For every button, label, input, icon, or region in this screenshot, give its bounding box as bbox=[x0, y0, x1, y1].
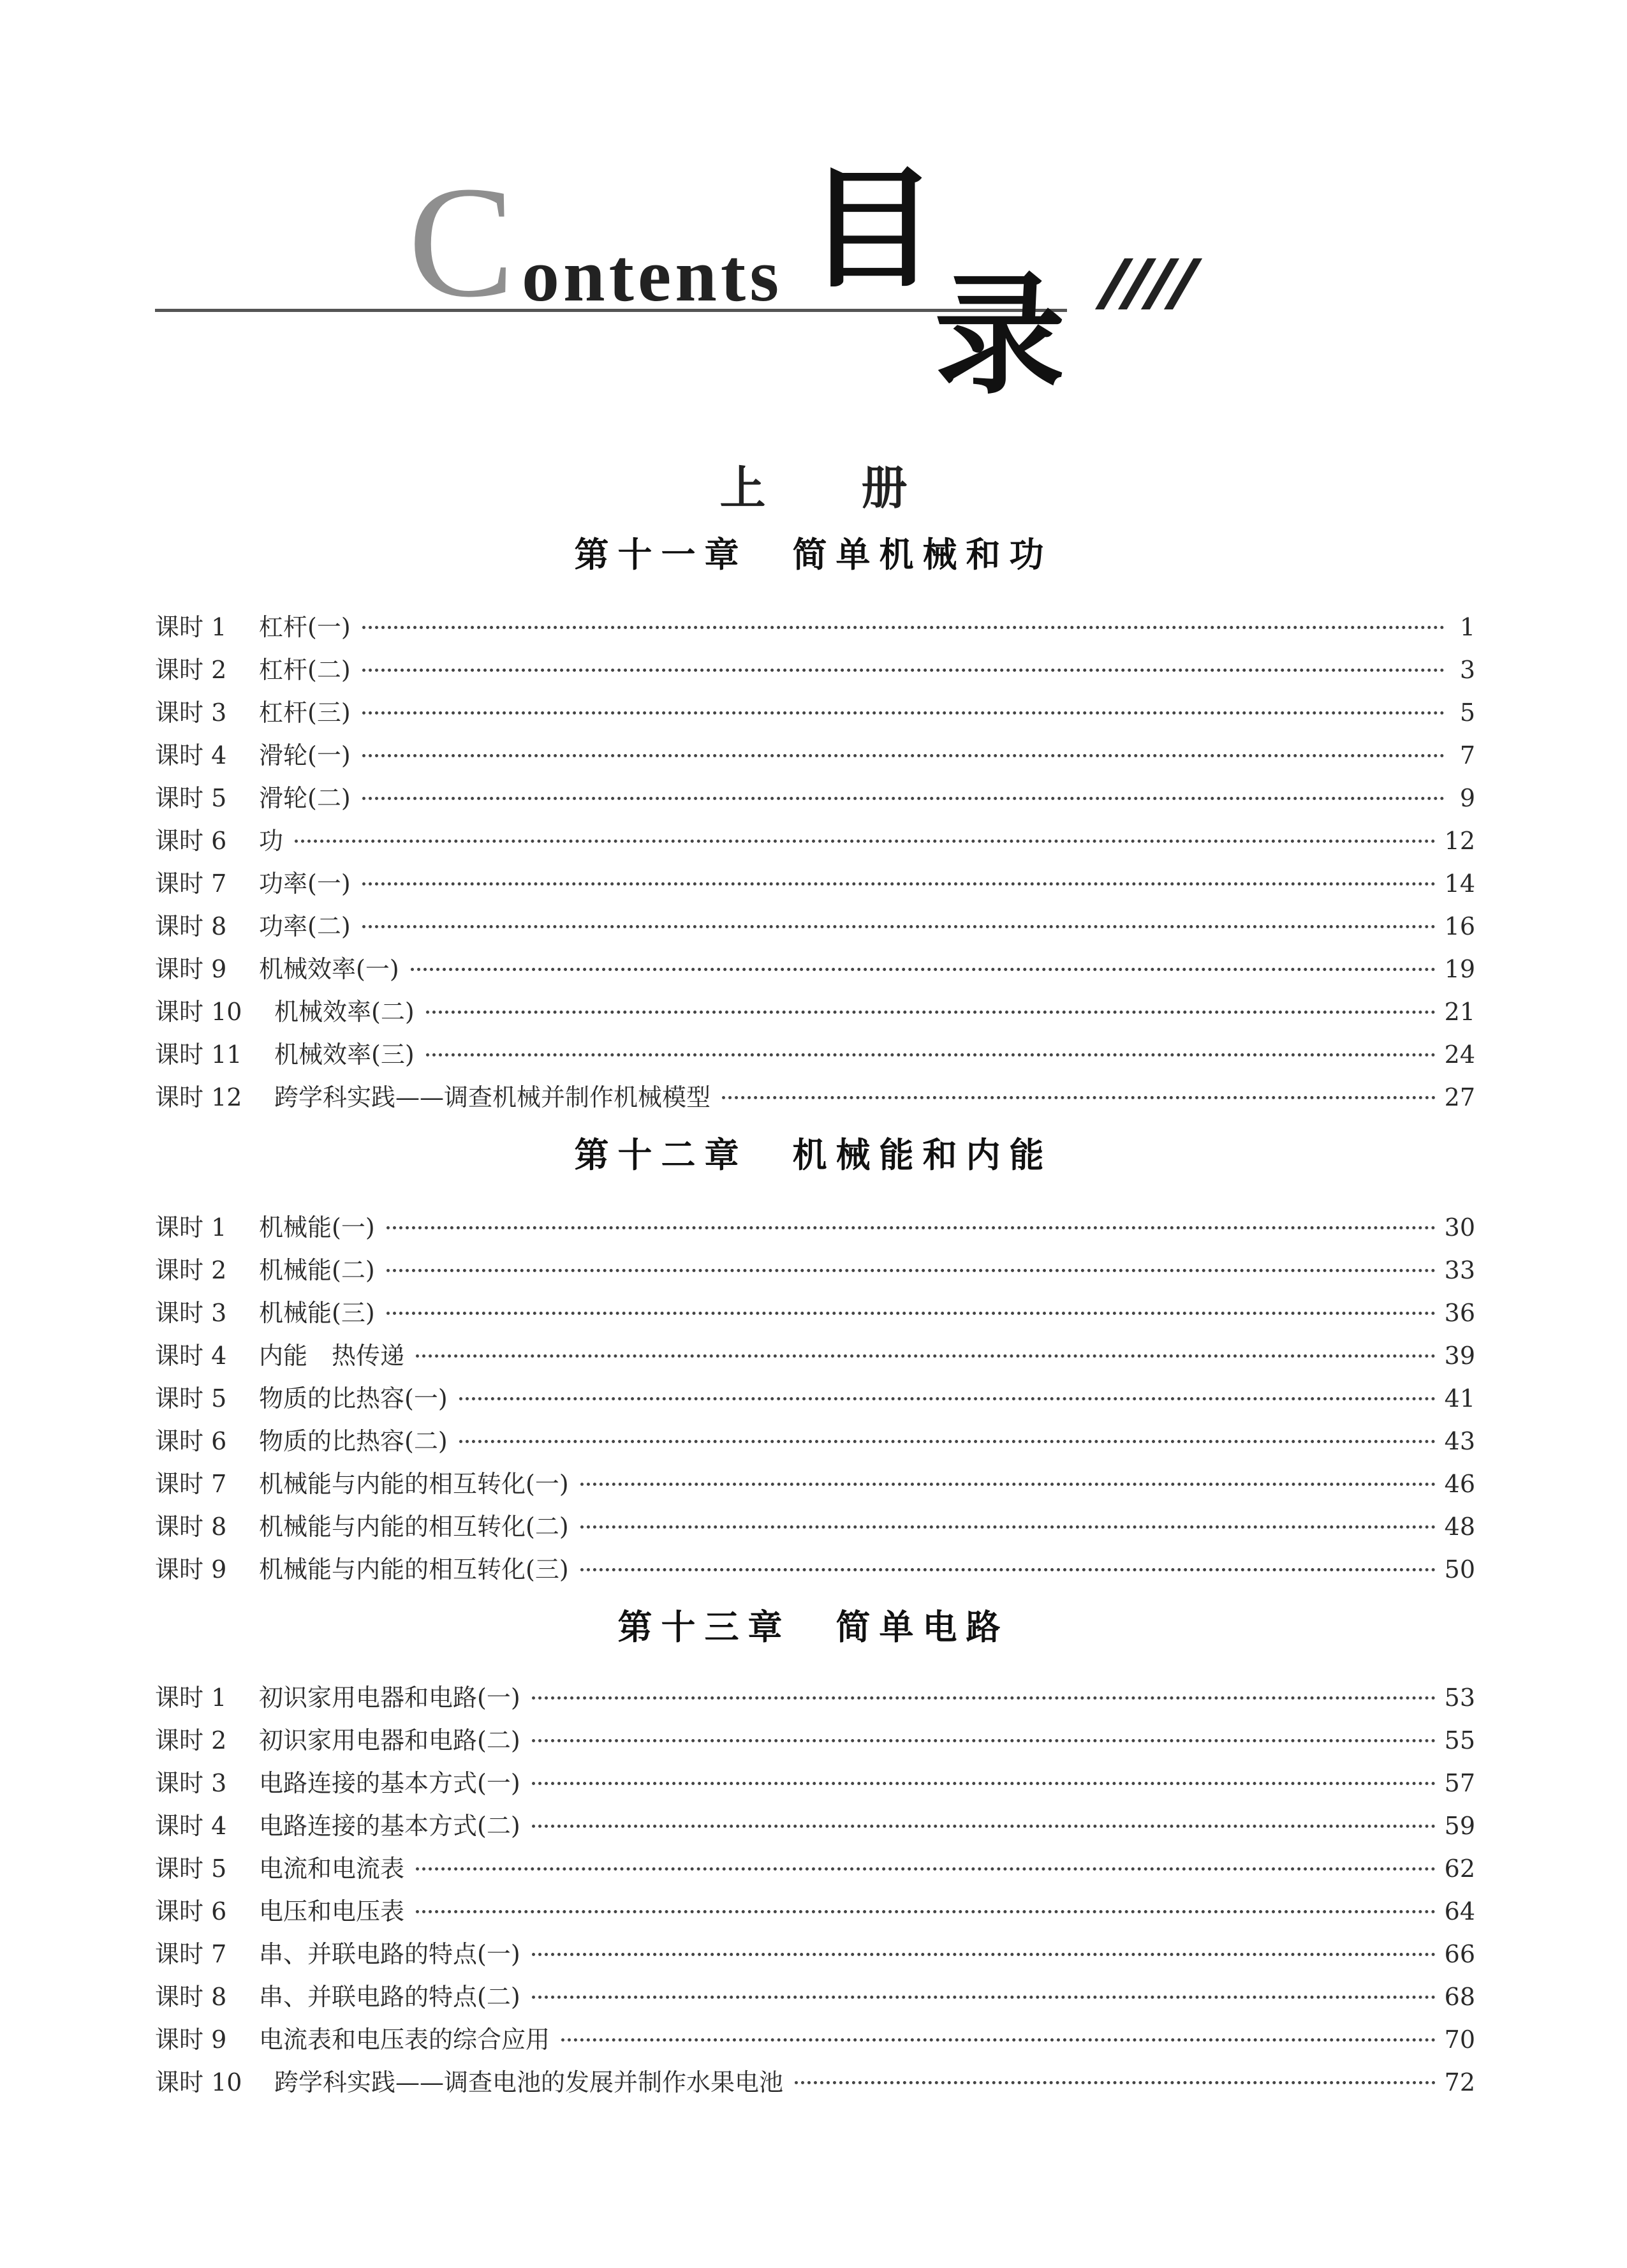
dot-leader bbox=[532, 1696, 1436, 1700]
dot-leader bbox=[362, 754, 1445, 757]
lesson-title: 功率(二) bbox=[259, 912, 351, 940]
lesson-number: 课时 2 bbox=[155, 656, 227, 684]
lesson-number: 课时 2 bbox=[155, 1256, 227, 1284]
page-number: 53 bbox=[1444, 1684, 1475, 1712]
toc-row[interactable] bbox=[155, 1978, 1475, 2016]
page-number: 55 bbox=[1444, 1726, 1475, 1754]
lesson-title: 跨学科实践——调查机械并制作机械模型 bbox=[274, 1083, 711, 1111]
page-number: 30 bbox=[1444, 1213, 1475, 1241]
lesson-number: 课时 10 bbox=[155, 2068, 242, 2096]
toc-row[interactable] bbox=[155, 2020, 1475, 2059]
header-title-char-1: 目 bbox=[807, 154, 938, 306]
dot-leader bbox=[362, 626, 1445, 629]
dot-leader bbox=[426, 1011, 1436, 1014]
page-number: 68 bbox=[1444, 1983, 1475, 2011]
toc-row[interactable] bbox=[155, 608, 1475, 646]
lesson-number: 课时 5 bbox=[155, 1384, 227, 1412]
toc-row[interactable] bbox=[155, 993, 1475, 1031]
chapter-title: 机械能和内能 bbox=[792, 1135, 1053, 1175]
toc-row[interactable] bbox=[155, 1508, 1475, 1546]
toc-row[interactable] bbox=[155, 864, 1475, 903]
lesson-title: 机械能与内能的相互转化(三) bbox=[259, 1555, 569, 1583]
volume-title: 上册 bbox=[719, 461, 1003, 515]
chapter-number: 第十三章 bbox=[617, 1607, 791, 1647]
lesson-title: 机械能(二) bbox=[259, 1256, 375, 1284]
toc-row[interactable] bbox=[155, 1078, 1475, 1116]
lesson-number: 课时 1 bbox=[155, 1684, 227, 1712]
page-number: 27 bbox=[1444, 1083, 1475, 1111]
lesson-title: 机械效率(二) bbox=[274, 998, 415, 1026]
page-number: 62 bbox=[1444, 1855, 1475, 1883]
lesson-title: 杠杆(二) bbox=[259, 656, 351, 684]
page-number: 36 bbox=[1444, 1299, 1475, 1327]
lesson-number: 课时 4 bbox=[155, 1342, 227, 1370]
lesson-number: 课时 1 bbox=[155, 1213, 227, 1241]
dot-leader bbox=[362, 797, 1445, 800]
lesson-number: 课时 9 bbox=[155, 1555, 227, 1583]
lesson-number: 课时 4 bbox=[155, 741, 227, 769]
lesson-title: 电流和电流表 bbox=[259, 1855, 405, 1883]
lesson-title: 初识家用电器和电路(一) bbox=[259, 1684, 520, 1712]
lesson-title: 跨学科实践——调查电池的发展并制作水果电池 bbox=[274, 2068, 784, 2096]
toc-row[interactable] bbox=[155, 2063, 1475, 2101]
header-title-char-2: 录 bbox=[934, 260, 1065, 412]
dot-leader bbox=[416, 1910, 1436, 1913]
dot-leader bbox=[561, 2038, 1436, 2042]
lesson-number: 课时 3 bbox=[155, 1299, 227, 1327]
dot-leader bbox=[387, 1269, 1436, 1272]
dot-leader bbox=[411, 968, 1436, 971]
dot-leader bbox=[387, 1312, 1436, 1315]
lesson-number: 课时 5 bbox=[155, 784, 227, 812]
lesson-number: 课时 1 bbox=[155, 613, 227, 641]
toc-row[interactable] bbox=[155, 1807, 1475, 1845]
lesson-title: 机械能与内能的相互转化(一) bbox=[259, 1470, 569, 1498]
lesson-title: 内能 热传递 bbox=[259, 1342, 405, 1370]
toc-row[interactable] bbox=[155, 651, 1475, 689]
dot-leader bbox=[532, 1739, 1436, 1742]
lesson-number: 课时 12 bbox=[155, 1083, 242, 1111]
toc-row[interactable] bbox=[155, 822, 1475, 860]
toc-row[interactable] bbox=[155, 1849, 1475, 1888]
dot-leader bbox=[580, 1568, 1436, 1571]
page-number: 24 bbox=[1444, 1041, 1475, 1069]
dot-leader bbox=[387, 1226, 1436, 1229]
dot-leader bbox=[722, 1096, 1436, 1099]
lesson-number: 课时 3 bbox=[155, 699, 227, 727]
page-number: 1 bbox=[1459, 613, 1475, 641]
dot-leader bbox=[532, 1953, 1436, 1956]
page-number: 12 bbox=[1444, 827, 1475, 855]
lesson-title: 串、并联电路的特点(二) bbox=[259, 1983, 520, 2011]
toc-row[interactable] bbox=[155, 1935, 1475, 1973]
lesson-title: 滑轮(二) bbox=[259, 784, 351, 812]
contents-header bbox=[0, 0, 1627, 412]
lesson-number: 课时 11 bbox=[155, 1041, 242, 1069]
page-number: 46 bbox=[1444, 1470, 1475, 1498]
lesson-number: 课时 7 bbox=[155, 870, 227, 898]
lesson-number: 课时 8 bbox=[155, 1983, 227, 2011]
toc-row[interactable] bbox=[155, 1892, 1475, 1931]
page-number: 39 bbox=[1444, 1342, 1475, 1370]
lesson-title: 串、并联电路的特点(一) bbox=[259, 1940, 520, 1968]
lesson-number: 课时 6 bbox=[155, 1427, 227, 1455]
toc-row[interactable] bbox=[155, 736, 1475, 775]
toc-row[interactable] bbox=[155, 1550, 1475, 1589]
header-stripes-decoration bbox=[1084, 258, 1199, 309]
lesson-title: 功 bbox=[259, 827, 284, 855]
toc-row[interactable] bbox=[155, 779, 1475, 817]
lesson-number: 课时 9 bbox=[155, 2026, 227, 2054]
lesson-title: 杠杆(三) bbox=[259, 699, 351, 727]
toc-row[interactable] bbox=[155, 1465, 1475, 1503]
chapter-number: 第十二章 bbox=[574, 1135, 748, 1175]
lesson-number: 课时 4 bbox=[155, 1812, 227, 1840]
dot-leader bbox=[362, 669, 1445, 672]
lesson-number: 课时 2 bbox=[155, 1726, 227, 1754]
chapter-number: 第十一章 bbox=[574, 535, 748, 575]
page-number: 14 bbox=[1444, 870, 1475, 898]
page-number: 19 bbox=[1444, 955, 1475, 983]
toc-row[interactable] bbox=[155, 1035, 1475, 1074]
lesson-number: 课时 7 bbox=[155, 1470, 227, 1498]
page-number: 3 bbox=[1459, 656, 1475, 684]
page-number: 43 bbox=[1444, 1427, 1475, 1455]
page-number: 7 bbox=[1459, 741, 1475, 769]
page-number: 16 bbox=[1444, 912, 1475, 940]
lesson-title: 物质的比热容(一) bbox=[259, 1384, 448, 1412]
chapter-title: 简单电路 bbox=[836, 1607, 1010, 1647]
toc-row[interactable] bbox=[155, 1422, 1475, 1460]
dot-leader bbox=[416, 1867, 1436, 1871]
lesson-title: 电路连接的基本方式(一) bbox=[259, 1769, 520, 1797]
toc-row[interactable] bbox=[155, 693, 1475, 732]
chapter-heading bbox=[0, 533, 1627, 577]
page-number: 5 bbox=[1459, 699, 1475, 727]
page-number: 41 bbox=[1444, 1384, 1475, 1412]
lesson-number: 课时 6 bbox=[155, 1897, 227, 1925]
dot-leader bbox=[295, 840, 1436, 843]
lesson-number: 课时 6 bbox=[155, 827, 227, 855]
dot-leader bbox=[795, 2081, 1436, 2084]
page-number: 59 bbox=[1444, 1812, 1475, 1840]
toc-row[interactable] bbox=[155, 1251, 1475, 1289]
page-number: 66 bbox=[1444, 1940, 1475, 1968]
toc-row[interactable] bbox=[155, 1764, 1475, 1802]
dot-leader bbox=[459, 1397, 1436, 1400]
lesson-number: 课时 9 bbox=[155, 955, 227, 983]
dot-leader bbox=[362, 882, 1436, 886]
lesson-title: 初识家用电器和电路(二) bbox=[259, 1726, 520, 1754]
lesson-title: 电压和电压表 bbox=[259, 1897, 405, 1925]
toc-row[interactable] bbox=[155, 1208, 1475, 1247]
page-number: 57 bbox=[1444, 1769, 1475, 1797]
page-number: 33 bbox=[1444, 1256, 1475, 1284]
page-number: 21 bbox=[1444, 998, 1475, 1026]
dot-leader bbox=[362, 711, 1445, 715]
lesson-number: 课时 8 bbox=[155, 1513, 227, 1541]
header-word-initial: C bbox=[408, 154, 515, 330]
dot-leader bbox=[426, 1053, 1436, 1056]
lesson-title: 机械效率(一) bbox=[259, 955, 399, 983]
chapter-heading bbox=[0, 1133, 1627, 1178]
lesson-number: 课时 5 bbox=[155, 1855, 227, 1883]
page-number: 50 bbox=[1444, 1555, 1475, 1583]
page-number: 72 bbox=[1444, 2068, 1475, 2096]
page-number: 70 bbox=[1444, 2026, 1475, 2054]
dot-leader bbox=[532, 1996, 1436, 1999]
toc-row[interactable] bbox=[155, 1379, 1475, 1418]
lesson-title: 机械能与内能的相互转化(二) bbox=[259, 1513, 569, 1541]
lesson-title: 杠杆(一) bbox=[259, 613, 351, 641]
lesson-number: 课时 8 bbox=[155, 912, 227, 940]
dot-leader bbox=[580, 1525, 1436, 1529]
lesson-title: 滑轮(一) bbox=[259, 741, 351, 769]
chapter-heading bbox=[0, 1605, 1627, 1650]
dot-leader bbox=[532, 1782, 1436, 1785]
chapter-title: 简单机械和功 bbox=[792, 535, 1053, 575]
page-number: 64 bbox=[1444, 1897, 1475, 1925]
lesson-title: 机械能(一) bbox=[259, 1213, 375, 1241]
lesson-title: 物质的比热容(二) bbox=[259, 1427, 448, 1455]
lesson-number: 课时 3 bbox=[155, 1769, 227, 1797]
page-number: 48 bbox=[1444, 1513, 1475, 1541]
dot-leader bbox=[362, 925, 1436, 928]
toc-row[interactable] bbox=[155, 1337, 1475, 1375]
toc-row[interactable] bbox=[155, 1294, 1475, 1332]
lesson-title: 电流表和电压表的综合应用 bbox=[259, 2026, 550, 2054]
toc-row[interactable] bbox=[155, 1679, 1475, 1717]
toc-row[interactable] bbox=[155, 907, 1475, 945]
dot-leader bbox=[459, 1440, 1436, 1443]
header-word-rest: ontents bbox=[522, 233, 783, 317]
lesson-title: 电路连接的基本方式(二) bbox=[259, 1812, 520, 1840]
lesson-number: 课时 7 bbox=[155, 1940, 227, 1968]
dot-leader bbox=[580, 1483, 1436, 1486]
lesson-title: 机械效率(三) bbox=[274, 1041, 415, 1069]
lesson-number: 课时 10 bbox=[155, 998, 242, 1026]
page-number: 9 bbox=[1459, 784, 1475, 812]
lesson-title: 机械能(三) bbox=[259, 1299, 375, 1327]
dot-leader bbox=[532, 1825, 1436, 1828]
toc-row[interactable] bbox=[155, 950, 1475, 988]
lesson-title: 功率(一) bbox=[259, 870, 351, 898]
toc-row[interactable] bbox=[155, 1721, 1475, 1760]
dot-leader bbox=[416, 1354, 1436, 1358]
